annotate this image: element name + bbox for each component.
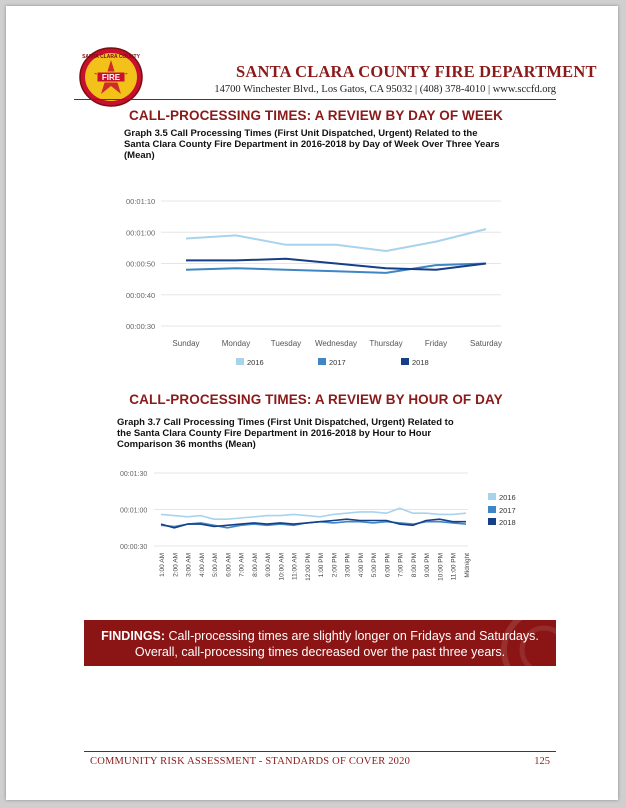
x-tick-label: 5:00 PM (371, 553, 379, 578)
section-title-hour-of-day: CALL-PROCESSING TIMES: A REVIEW BY HOUR OF DAY (129, 392, 503, 407)
legend-label-2017: 2017 (329, 358, 346, 367)
graph-caption-3-5 (124, 128, 500, 161)
findings-label: FINDINGS: (101, 629, 166, 643)
organization-name: SANTA CLARA COUNTY FIRE DEPARTMENT (236, 62, 597, 81)
caption-line: Comparison 36 months (Mean) (117, 439, 256, 450)
header-divider (74, 99, 556, 100)
x-tick-label: Wednesday (314, 339, 358, 348)
x-tick-label: 4:00 AM (198, 553, 206, 577)
hour-of-day-line-chart (106, 461, 526, 591)
x-tick-label: 3:00 PM (344, 553, 352, 578)
x-tick-label: 7:00 PM (397, 553, 405, 578)
x-tick-label: 6:00 AM (225, 553, 233, 577)
legend-swatch-2016 (236, 358, 244, 365)
y-tick-label: 00:01:00 (126, 228, 156, 238)
x-tick-label: Monday (221, 339, 251, 348)
x-tick-label: 11:00 AM (291, 553, 299, 580)
legend-swatch-2018 (488, 518, 496, 525)
x-tick-label: 8:00 AM (251, 553, 259, 577)
y-tick-label: 00:01:00 (120, 507, 148, 515)
caption-line: Graph 3.5 Call Processing Times (First Unit Dispatched, Urgent) Related to the (124, 128, 478, 139)
x-tick-label: 10:00 PM (437, 553, 445, 581)
x-tick-label: Sunday (172, 339, 200, 348)
x-tick-label: 9:00 PM (424, 553, 432, 578)
x-tick-label: 6:00 PM (384, 553, 392, 578)
findings-box (84, 620, 556, 666)
graph-caption-3-7 (117, 417, 454, 450)
legend-swatch-2016 (488, 493, 496, 500)
legend-swatch-2017 (488, 506, 496, 513)
logo-ring-text: SANTA CLARA COUNTY (82, 54, 140, 60)
day-of-week-line-chart (106, 181, 526, 371)
findings-line-2: Overall, call-processing times decreased over the past three years. (134, 645, 506, 659)
x-tick-label: 2:00 AM (172, 553, 180, 577)
y-tick-label: 00:01:30 (120, 471, 148, 478)
page-number: 125 (534, 756, 550, 767)
organization-address: 14700 Winchester Blvd., Los Gatos, CA 95032 | (408) 378-4010 | www.sccfd.org (214, 84, 556, 95)
document-page (6, 6, 618, 800)
section-title-day-of-week: CALL-PROCESSING TIMES: A REVIEW BY DAY OF WEEK (129, 108, 503, 123)
x-tick-label: 9:00 AM (265, 553, 273, 577)
y-tick-label: 00:00:40 (126, 290, 156, 300)
legend-label-2018: 2018 (499, 518, 516, 527)
caption-line: (Mean) (124, 150, 155, 161)
x-tick-label: 10:00 AM (278, 553, 286, 581)
legend-label-2018: 2018 (412, 358, 429, 367)
y-tick-label: 00:00:30 (120, 544, 148, 551)
x-tick-label: 8:00 PM (410, 553, 418, 578)
legend-swatch-2018 (401, 358, 409, 365)
x-tick-label: Midnight (464, 553, 471, 578)
y-tick-label: 00:00:50 (126, 259, 156, 269)
x-tick-label: Thursday (369, 339, 403, 348)
caption-line: Graph 3.7 Call Processing Times (First Unit Dispatched, Urgent) Related to (117, 417, 454, 428)
findings-line-1: Call-processing times are slightly longer on Fridays and Saturdays. (168, 629, 539, 643)
caption-line: Santa Clara County Fire Department in 2016-2018 by Day of Week Over Three Years (124, 139, 500, 150)
findings-text (84, 628, 556, 660)
x-tick-label: Friday (424, 339, 448, 348)
legend-label-2016: 2016 (499, 493, 516, 502)
legend-label-2017: 2017 (499, 506, 516, 515)
x-tick-label: 7:00 AM (238, 553, 246, 577)
legend-swatch-2017 (318, 358, 326, 365)
y-tick-label: 00:00:30 (126, 322, 156, 331)
logo-badge-text: FIRE (101, 73, 121, 82)
x-tick-label: Tuesday (270, 339, 302, 348)
footer-divider (84, 751, 556, 752)
x-tick-label: 12:00 PM (304, 553, 312, 581)
x-tick-label: 11:00 PM (450, 553, 458, 581)
x-tick-label: 1:00 PM (318, 553, 326, 578)
x-tick-label: Saturday (469, 339, 503, 348)
x-tick-label: 4:00 PM (357, 553, 365, 578)
legend-label-2016: 2016 (247, 358, 264, 367)
caption-line: the Santa Clara County Fire Department in 2016-2018 by Hour to Hour (117, 428, 432, 439)
x-tick-label: 1:00 AM (159, 553, 166, 577)
footer-title: COMMUNITY RISK ASSESSMENT - STANDARDS OF COVER 2020 (90, 756, 411, 767)
x-tick-label: 2:00 PM (331, 553, 339, 578)
y-tick-label: 00:01:10 (126, 197, 156, 206)
x-tick-label: 3:00 AM (185, 553, 193, 577)
x-tick-label: 5:00 AM (212, 553, 220, 577)
